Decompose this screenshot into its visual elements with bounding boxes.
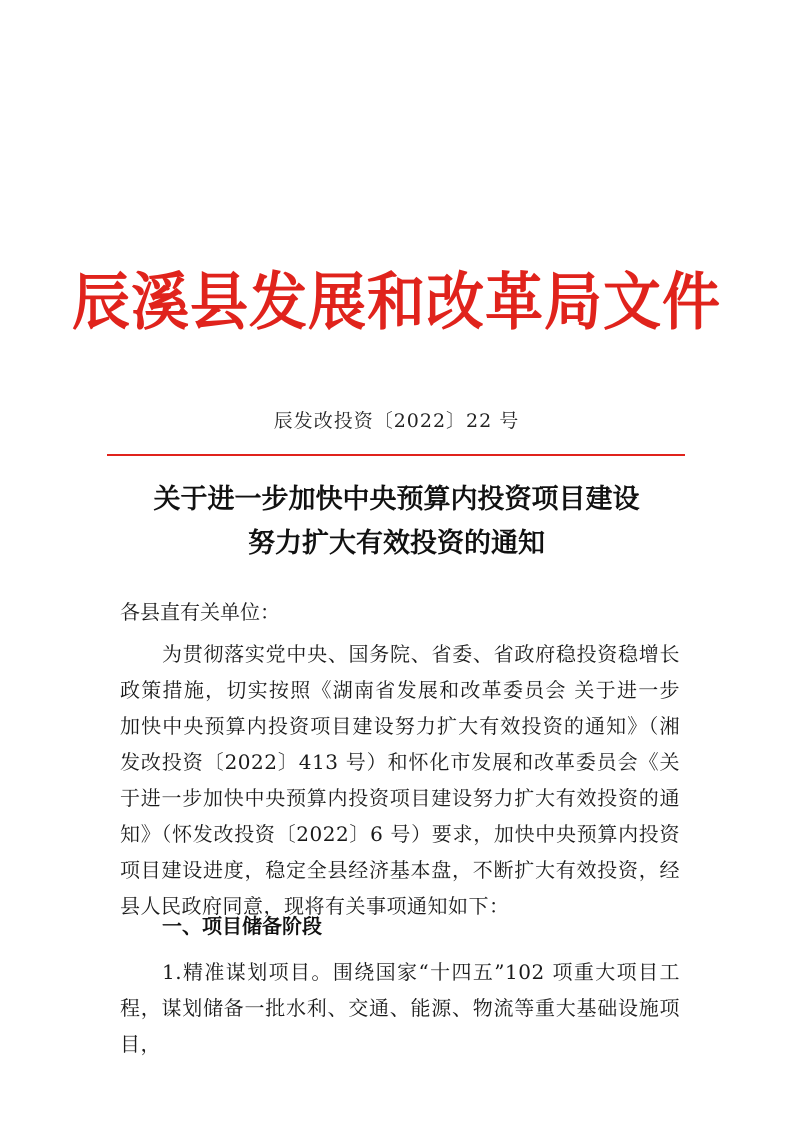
notice-title-line-2: 努力扩大有效投资的通知 [248, 528, 545, 559]
red-divider-line [107, 454, 685, 456]
salutation: 各县直有关单位： [120, 600, 280, 624]
notice-title-line-1: 关于进一步加快中央预算内投资项目建设 [153, 484, 640, 515]
intro-paragraph: 为贯彻落实党中央、国务院、省委、省政府稳投资稳增长政策措施，切实按照《湖南省发展和改革委员会 关于进一步加快中央预算内投资项目建设努力扩大有效投资的通知》（湘发改投资〔2022〕413 号）和怀化市发展和改革委员会《关于进一步加快中央预算内投资项目建设努力扩大有效投资的通知》（怀发改投资〔2022〕6 号）要求，加快中央预算内投资项目建设进度，稳定全县经济基本盘，不断扩大有效投资，经县人民政府同意，现将有关事项通知如下： [120, 642, 680, 918]
notice-title [0, 478, 793, 566]
section-1-paragraph: 1.精准谋划项目。围绕国家“十四五”102 项重大项目工程，谋划储备一批水利、交通、能源、物流等重大基础设施项目， [120, 960, 680, 1056]
document-number: 辰发改投资〔2022〕22 号 [273, 410, 520, 432]
section-heading-1: 一、项目储备阶段 [162, 914, 322, 938]
issuer-header-title: 辰溪县发展和改革局文件 [71, 265, 721, 339]
